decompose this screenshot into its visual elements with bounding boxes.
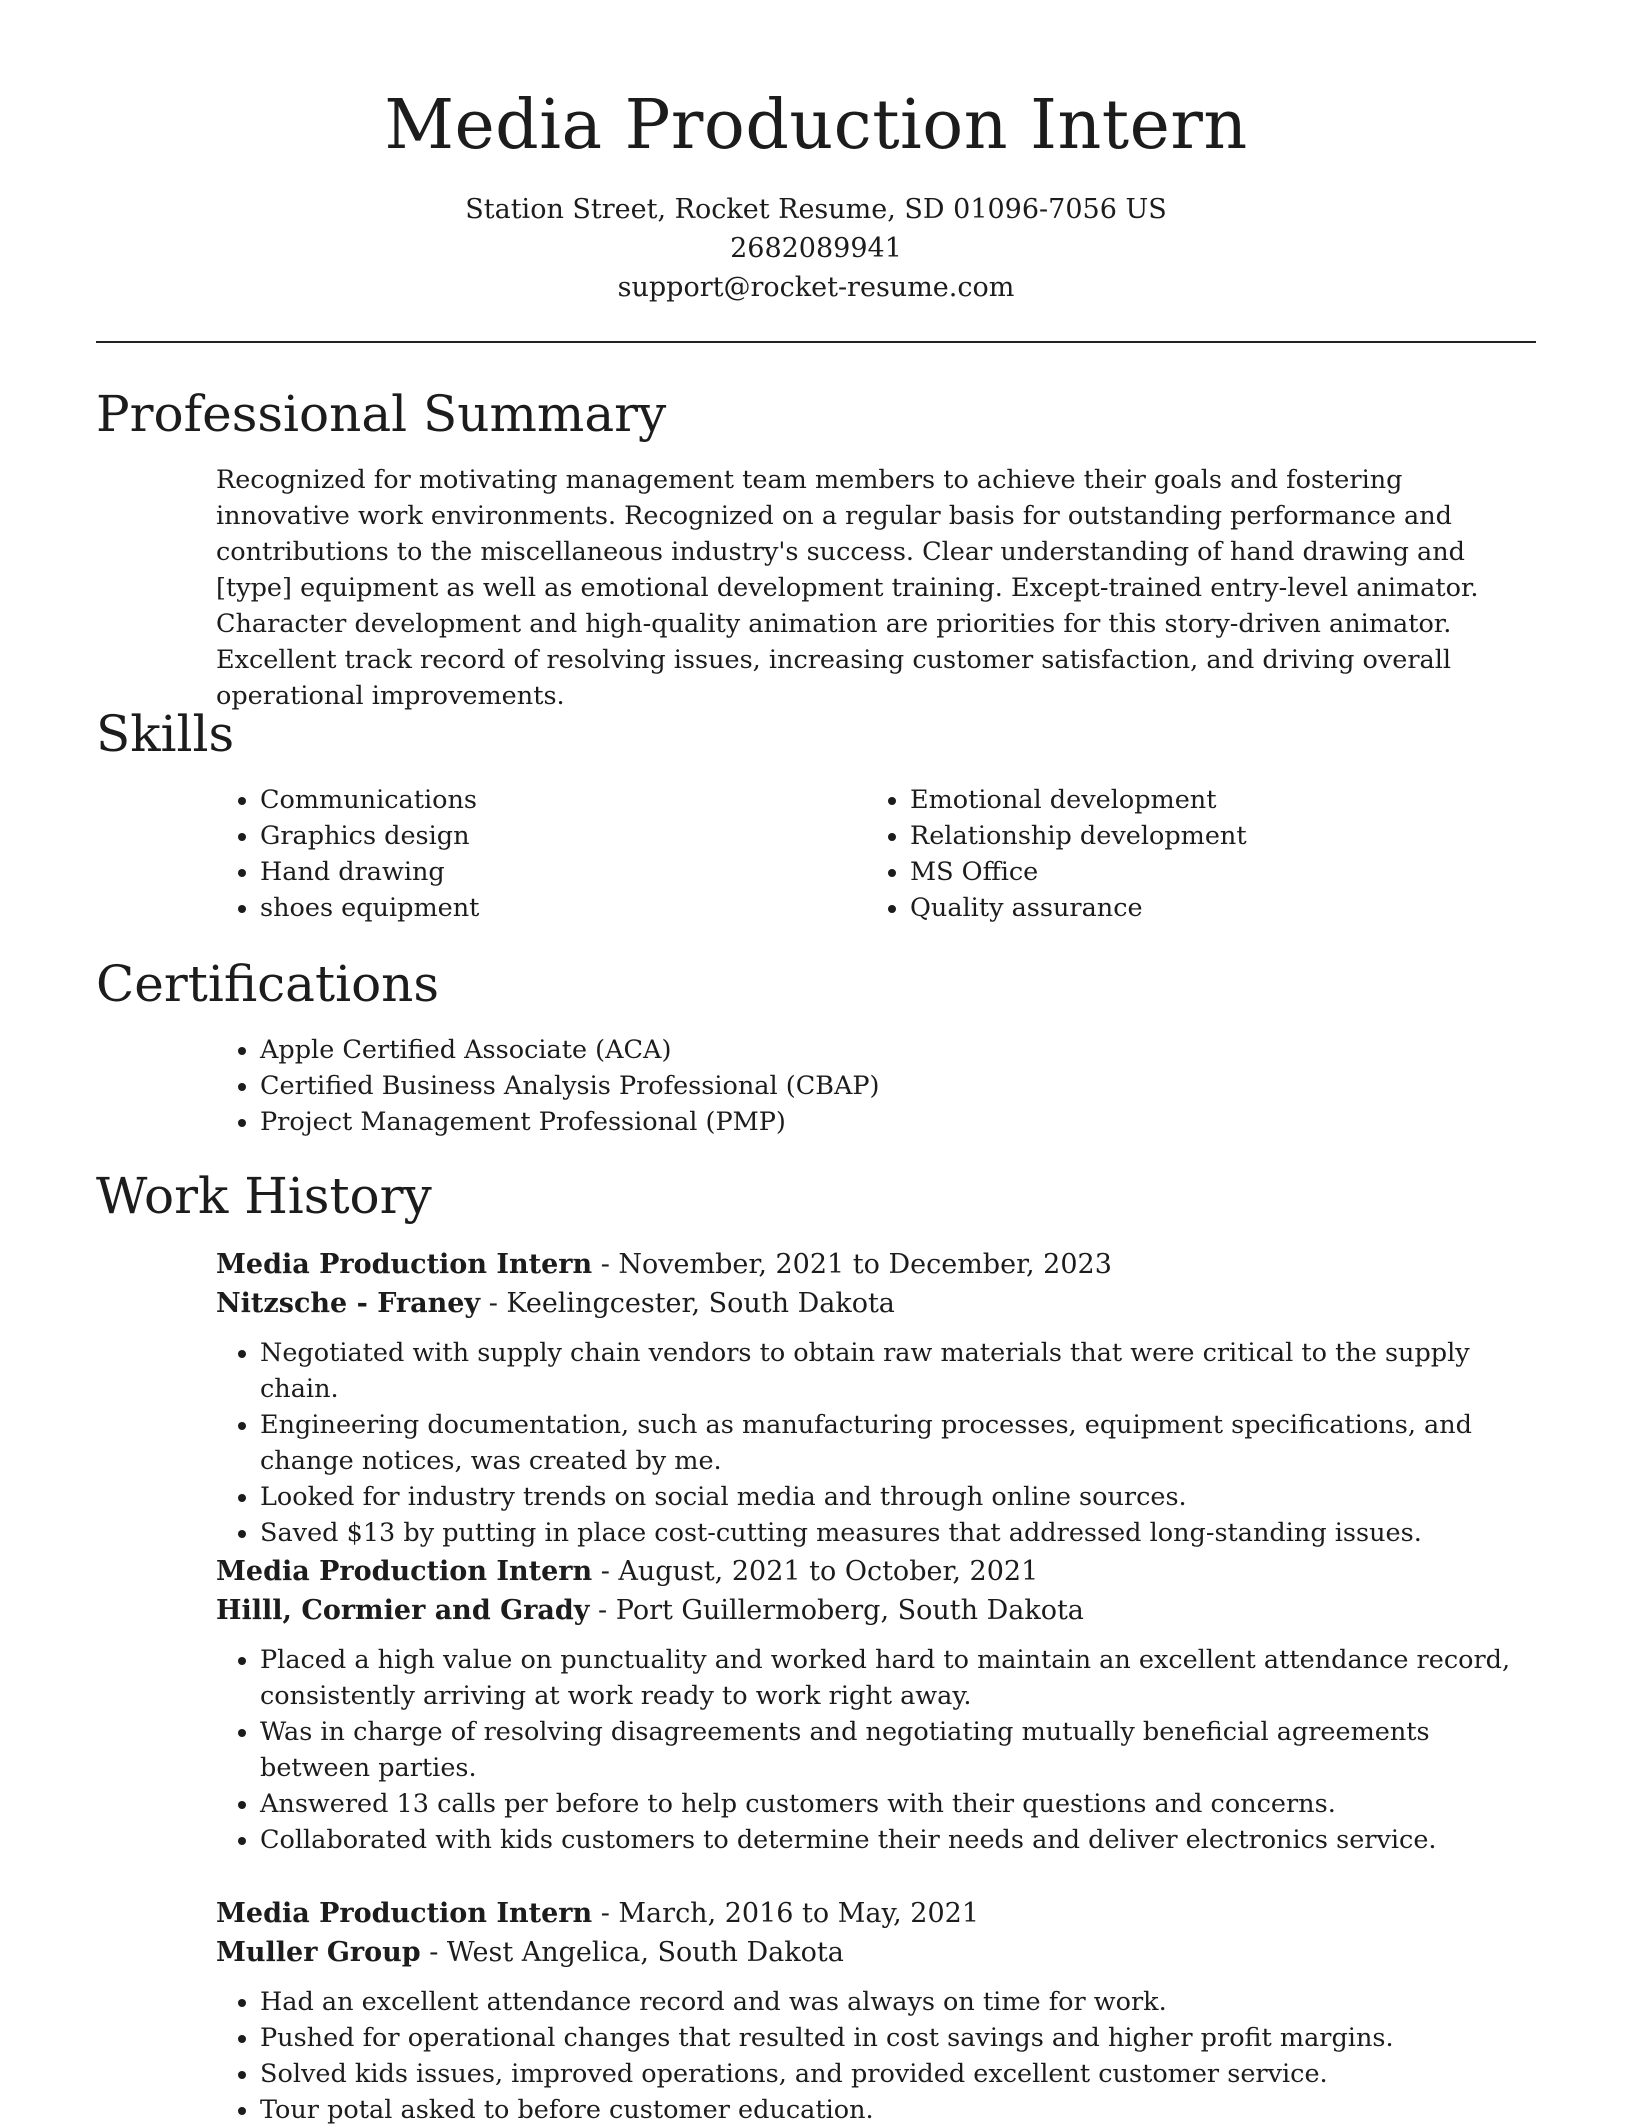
contact-block <box>0 190 1632 307</box>
list-item: • Quality assurance <box>910 890 1466 926</box>
job-company-line <box>216 1284 1516 1323</box>
skills-column-left <box>216 782 816 926</box>
list-item: • Was in charge of resolving disagreements and negotiating mutually beneficial agreements between parties. <box>260 1714 1516 1786</box>
list-item: • Tour potal asked to before customer education. <box>260 2092 1516 2128</box>
job-title: Media Production Intern <box>216 1556 593 1587</box>
header-divider <box>96 341 1536 343</box>
job-title: Media Production Intern <box>216 1249 593 1280</box>
job-title-line <box>216 1245 1516 1284</box>
job-duties <box>216 1984 1516 2128</box>
job-dates: - March, 2016 to May, 2021 <box>592 1898 980 1929</box>
list-item: • Emotional development <box>910 782 1466 818</box>
skills-list-left <box>216 782 816 926</box>
list-item: • Engineering documentation, such as manufacturing processes, equipment specifications, and change notices, was created by me. <box>260 1407 1516 1479</box>
job-company: Hilll, Cormier and Grady <box>216 1595 590 1626</box>
list-item: • Had an excellent attendance record and was always on time for work. <box>260 1984 1516 2020</box>
job-location: - Keelingcester, South Dakota <box>480 1288 895 1319</box>
job-duties <box>216 1335 1516 1551</box>
job-duties <box>216 1642 1516 1858</box>
list-item: • Relationship development <box>910 818 1466 854</box>
job-company: Muller Group <box>216 1937 421 1968</box>
certifications-list <box>216 1032 1516 1140</box>
job-entry <box>216 1894 1516 2128</box>
work-history-heading: Work History <box>96 1167 432 1225</box>
list-item: • Negotiated with supply chain vendors to obtain raw materials that were critical to the supply chain. <box>260 1335 1516 1407</box>
job-title-line <box>216 1894 1516 1933</box>
job-title-line <box>216 1552 1516 1591</box>
certifications-block <box>216 1032 1516 1140</box>
candidate-name: Media Production Intern <box>384 86 1248 165</box>
job-entry <box>216 1552 1516 1858</box>
list-item: • Apple Certified Associate (ACA) <box>260 1032 1516 1068</box>
job-location: - West Angelica, South Dakota <box>420 1937 844 1968</box>
job-dates: - November, 2021 to December, 2023 <box>592 1249 1112 1280</box>
summary-heading: Professional Summary <box>96 385 667 443</box>
job-title: Media Production Intern <box>216 1898 593 1929</box>
list-item: • Saved $13 by putting in place cost-cutting measures that addressed long-standing issues. <box>260 1515 1516 1551</box>
email-text: support@rocket-resume.com <box>617 272 1015 303</box>
list-item: • MS Office <box>910 854 1466 890</box>
skills-heading: Skills <box>96 705 235 763</box>
list-item: • Pushed for operational changes that resulted in cost savings and higher profit margins. <box>260 2020 1516 2056</box>
job-entry <box>216 1245 1516 1551</box>
list-item: • shoes equipment <box>260 890 816 926</box>
address-text: Station Street, Rocket Resume, SD 01096-7056 US <box>465 194 1167 225</box>
list-item: • Looked for industry trends on social media and through online sources. <box>260 1479 1516 1515</box>
list-item: • Answered 13 calls per before to help customers with their questions and concerns. <box>260 1786 1516 1822</box>
resume-header <box>0 0 1632 307</box>
summary-text: Recognized for motivating management team members to achieve their goals and fostering innovative work environments. Recognized on a regular basis for outstanding performance and contributions to the miscellaneous industry's success. Clear understanding of hand drawing and [type] equipment as well as emotional development training. Except-trained entry-level animator. Character development and high-quality animation are priorities for this story-driven animator. Excellent track record of resolving issues, increasing customer satisfaction, and driving overall operational improvements. <box>216 465 1479 711</box>
list-item: • Certified Business Analysis Professional (CBAP) <box>260 1068 1516 1104</box>
list-item: • Project Management Professional (PMP) <box>260 1104 1516 1140</box>
skills-list-right <box>866 782 1466 926</box>
job-company: Nitzsche - Franey <box>216 1288 481 1319</box>
list-item: • Collaborated with kids customers to determine their needs and deliver electronics service. <box>260 1822 1516 1858</box>
job-dates: - August, 2021 to October, 2021 <box>592 1556 1039 1587</box>
list-item: • Communications <box>260 782 816 818</box>
list-item: • Graphics design <box>260 818 816 854</box>
list-item: • Placed a high value on punctuality and worked hard to maintain an excellent attendance record, consistently arriving at work ready to work right away. <box>260 1642 1516 1714</box>
skills-column-right <box>866 782 1466 926</box>
list-item: • Solved kids issues, improved operations, and provided excellent customer service. <box>260 2056 1516 2092</box>
job-company-line <box>216 1933 1516 1972</box>
job-company-line <box>216 1591 1516 1630</box>
job-location: - Port Guillermoberg, South Dakota <box>589 1595 1084 1626</box>
list-item: • Hand drawing <box>260 854 816 890</box>
certifications-heading: Certifications <box>96 955 440 1013</box>
phone-text: 2682089941 <box>730 233 902 264</box>
